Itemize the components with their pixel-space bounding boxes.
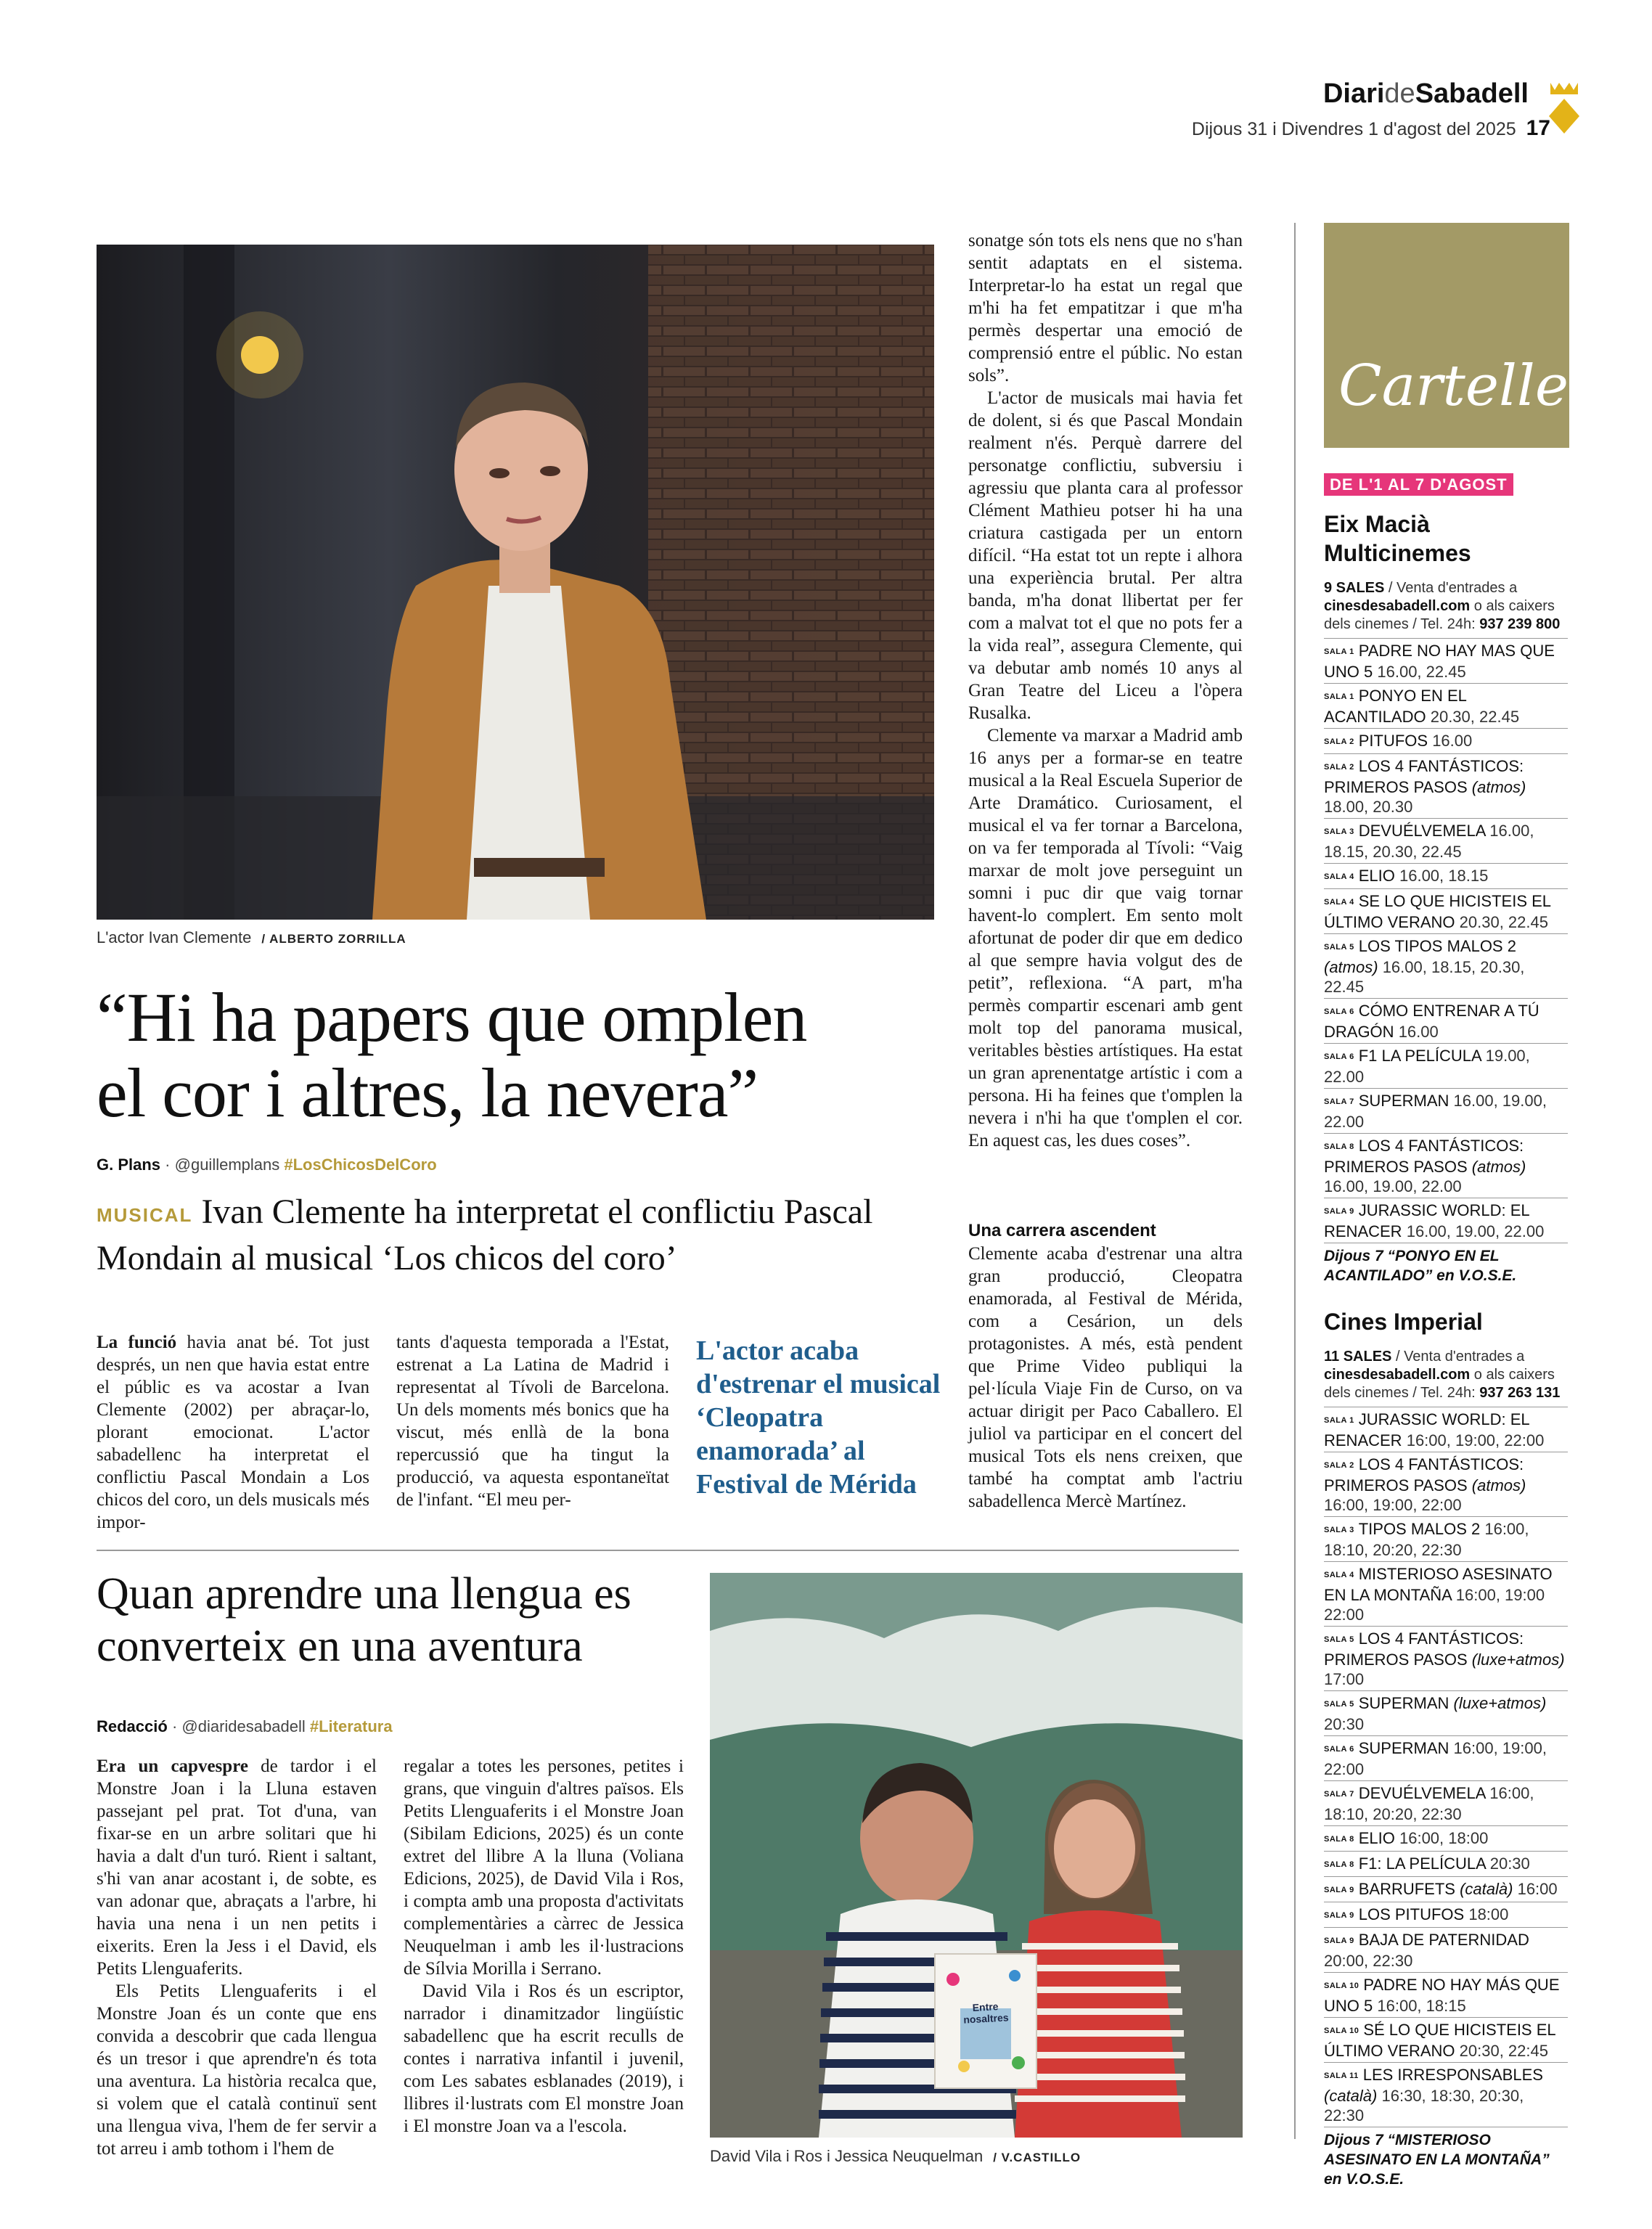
showtimes: 16.00 xyxy=(1432,732,1473,750)
cinema-block xyxy=(1324,1307,1568,2189)
cinema-block xyxy=(1324,510,1568,1285)
showtimes: 16:00 xyxy=(1517,1880,1558,1898)
author-name: G. Plans xyxy=(97,1156,161,1174)
film-row xyxy=(1324,1825,1568,1851)
showtimes: 19.00, 22.00 xyxy=(1324,1047,1530,1086)
film-title: LOS 4 FANTÁSTICOS: PRIMEROS PASOS xyxy=(1324,1629,1524,1669)
ticket-info: o als caixers dels cinemes / Tel. 24h: xyxy=(1324,1367,1555,1401)
photo-caption xyxy=(97,928,406,947)
brand-main: Diari xyxy=(1322,78,1385,109)
screen-label: SALA 10 xyxy=(1324,2026,1359,2035)
film-row xyxy=(1324,1927,1568,1972)
film-title: BARRUFETS xyxy=(1358,1880,1455,1898)
showtimes: 16:00, 19:00, 22:00 xyxy=(1406,1431,1545,1449)
screen-label: SALA 7 xyxy=(1324,1097,1354,1106)
lead-in: La funció xyxy=(97,1333,177,1352)
ticket-info: o als caixers dels cinemes / Tel. 24h: xyxy=(1324,598,1555,632)
screen-label: SALA 3 xyxy=(1324,827,1354,836)
cinema-name xyxy=(1324,510,1568,568)
caption-text: L'actor Ivan Clemente xyxy=(97,928,252,946)
screen-label: SALA 11 xyxy=(1324,2071,1359,2080)
screen-label: SALA 7 xyxy=(1324,1790,1354,1799)
lead-in: Era un capvespre xyxy=(97,1756,248,1776)
ticket-info: / Venta d'entrades a xyxy=(1395,1349,1525,1365)
cinema-name-line: Multicinemes xyxy=(1324,540,1471,566)
film-title: F1: LA PELÍCULA xyxy=(1358,1854,1486,1873)
vose-note: Dijous 7 “MISTERIOSO ASESINATO EN LA MONTAÑA” en V.O.S.E. xyxy=(1324,2127,1568,2189)
screen-label: SALA 2 xyxy=(1324,763,1354,772)
article-column-1: La funció havia anat bé. Tot just després, un nen que havia estat entre el públic es va acostar a Ivan Clemente (2002) per abraçar-lo, plorant emocionat. L'actor sabadellenc ha interpretat el conflictiu Pascal Mondain a Los chicos del coro, un dels musicals més impor- xyxy=(97,1333,369,1532)
section-kicker: MUSICAL xyxy=(97,1203,193,1226)
article-divider xyxy=(97,1550,1239,1551)
showtimes: 16.00, 18.15, 20.30, 22.45 xyxy=(1324,958,1525,996)
film-title: JURASSIC WORLD: EL RENACER xyxy=(1324,1201,1529,1240)
film-row xyxy=(1324,818,1568,863)
author-handle[interactable]: @guillemplans xyxy=(174,1156,280,1174)
pull-quote: L'actor acaba d'estrenar el musical ‘Cleopatra enamorada’ al Festival de Mérida xyxy=(696,1336,941,1500)
film-row xyxy=(1324,1690,1568,1735)
brand-city: Sabadell xyxy=(1415,78,1529,109)
screen-label: SALA 6 xyxy=(1324,1745,1354,1754)
screen-label: SALA 9 xyxy=(1324,1936,1354,1945)
brand-de: de xyxy=(1384,78,1415,109)
film-format: (atmos) xyxy=(1324,958,1378,976)
article-hashtag[interactable]: #Literatura xyxy=(309,1717,393,1735)
screen-label: SALA 5 xyxy=(1324,1700,1354,1709)
sidebar-divider xyxy=(1294,223,1296,2139)
film-row xyxy=(1324,933,1568,998)
article-byline: G. Plans · @guillemplans #LosChicosDelCoro xyxy=(97,1156,437,1174)
page-number: 17 xyxy=(1526,116,1550,140)
showtimes: 18:00 xyxy=(1468,1905,1509,1923)
film-title: PITUFOS xyxy=(1358,732,1428,750)
film-row xyxy=(1324,1902,1568,1927)
film-title: LOS TIPOS MALOS 2 xyxy=(1358,937,1516,955)
film-format: (atmos) xyxy=(1471,1476,1526,1494)
screens-count: 11 SALES xyxy=(1324,1349,1392,1365)
showtimes: 16.00, 18.15, 20.30, 22.45 xyxy=(1324,822,1534,861)
showtimes: 16.00, 19.00, 22.00 xyxy=(1324,1177,1462,1195)
caption-text: David Vila i Ros i Jessica Neuquelman xyxy=(710,2147,984,2165)
showtimes: 16:30, 18:30, 20:30, 22:30 xyxy=(1324,2087,1524,2124)
film-row xyxy=(1324,1133,1568,1198)
cinema-info xyxy=(1324,579,1568,634)
film-row xyxy=(1324,1851,1568,1876)
cinema-name-line: Cines Imperial xyxy=(1324,1309,1483,1335)
showtimes: 16.00, 18.15 xyxy=(1399,867,1489,885)
ticket-website[interactable]: cinesdesabadell.com xyxy=(1324,1367,1471,1383)
cinema-phone: 937 239 800 xyxy=(1479,616,1561,632)
showtimes: 20.30, 22.45 xyxy=(1430,708,1520,726)
ticket-website[interactable]: cinesdesabadell.com xyxy=(1324,598,1471,614)
film-title: TIPOS MALOS 2 xyxy=(1358,1520,1481,1538)
screen-label: SALA 9 xyxy=(1324,1886,1354,1894)
film-format: (català) xyxy=(1324,2087,1378,2105)
showtimes: 16:00, 18:10, 20:20, 22:30 xyxy=(1324,1784,1534,1823)
screen-label: SALA 1 xyxy=(1324,1416,1354,1425)
showtimes: 20.30, 22.45 xyxy=(1459,913,1548,931)
masthead xyxy=(1323,78,1529,110)
screen-label: SALA 1 xyxy=(1324,692,1354,701)
showtimes: 16:00, 18:15 xyxy=(1377,1997,1466,2015)
screens-count: 9 SALES xyxy=(1324,580,1385,596)
cinema-name-line: Eix Macià xyxy=(1324,511,1430,537)
screen-label: SALA 4 xyxy=(1324,898,1354,907)
film-title: MISTERIOSO ASESINATO EN LA MONTAÑA xyxy=(1324,1565,1553,1604)
showtimes: 16.00, 22.45 xyxy=(1377,663,1466,681)
film-row xyxy=(1324,1088,1568,1133)
showtimes: 17:00 xyxy=(1324,1670,1365,1688)
screen-label: SALA 8 xyxy=(1324,1860,1354,1869)
screen-label: SALA 5 xyxy=(1324,1635,1354,1644)
film-title: BAJA DE PATERNIDAD xyxy=(1358,1931,1529,1949)
film-row xyxy=(1324,2017,1568,2062)
dateline xyxy=(1192,116,1550,141)
film-row xyxy=(1324,1043,1568,1088)
article2-column-2: regalar a totes les persones, petites i grans, que vinguin d'altres països. Els Petits Llenguaferits i el Monstre Joan (Sibilam Edicions, 2025) és un conte extret del llibre A la lluna (Voliana Edicions, 2025), de David Vila i Ros, i compta amb una proposta d'activitats complementàries a càrrec de Jessica Neuquelman i amb les il·lustracions de Sílvia Morilla i Serrano. David Vila i Ros és un escriptor, narrador i dinamitzador lingüístic sabadellenc que ha escrit reculls de contes i narrativa infantil i juvenil, com Les sabates esblanades (2019), i llibres il·lustrats com El monstre Joan i El monstre Joan va a l'escola. xyxy=(404,1756,684,2136)
showtimes: 20:30, 22:45 xyxy=(1459,2042,1548,2060)
film-title: LES IRRESPONSABLES xyxy=(1362,2066,1543,2084)
film-row xyxy=(1324,1452,1568,1516)
screen-label: SALA 6 xyxy=(1324,1052,1354,1061)
article2-byline: Redacció · @diaridesabadell #Literatura xyxy=(97,1717,393,1735)
screen-label: SALA 4 xyxy=(1324,1571,1354,1579)
film-row xyxy=(1324,1516,1568,1561)
film-row xyxy=(1324,1407,1568,1452)
film-title: LOS 4 FANTÁSTICOS: PRIMEROS PASOS xyxy=(1324,1137,1524,1176)
screen-label: SALA 4 xyxy=(1324,872,1354,881)
ivan-clemente-photo xyxy=(97,245,934,920)
film-row xyxy=(1324,638,1568,683)
showtimes: 16.00 xyxy=(1398,1023,1439,1041)
showtimes: 16:00, 19:00, 22:00 xyxy=(1324,1496,1462,1514)
film-format: (atmos) xyxy=(1471,778,1526,796)
showtimes: 20:30 xyxy=(1489,1854,1530,1873)
cartellera-banner xyxy=(1324,223,1629,448)
film-row xyxy=(1324,1735,1568,1780)
film-title: F1 LA PELÍCULA xyxy=(1358,1047,1481,1065)
film-format: (luxe+atmos) xyxy=(1471,1651,1565,1669)
film-row xyxy=(1324,1198,1568,1243)
showtimes: 20:00, 22:30 xyxy=(1324,1952,1413,1970)
film-row xyxy=(1324,728,1568,753)
cinema-phone: 937 263 131 xyxy=(1479,1385,1561,1401)
date-range-badge: DE L'1 AL 7 D'AGOST xyxy=(1324,475,1513,494)
screen-label: SALA 2 xyxy=(1324,737,1354,746)
film-title: SUPERMAN xyxy=(1358,1739,1449,1757)
article-headline: “Hi ha papers que omplen el cor i altres, la nevera” xyxy=(97,978,807,1132)
section-heading: Una carrera ascendent xyxy=(968,1221,1156,1240)
film-title: PADRE NO HAY MAS QUE UNO 5 xyxy=(1324,642,1555,681)
screen-label: SALA 2 xyxy=(1324,1461,1354,1470)
film-format: (luxe+atmos) xyxy=(1453,1694,1547,1712)
film-title: ELIO xyxy=(1358,867,1395,885)
film-title: SUPERMAN xyxy=(1358,1694,1449,1712)
article-column-2: tants d'aquesta temporada a l'Estat, estrenat a La Latina de Madrid i representat al Tívoli de Barcelona. Un dels moments més bonics que ha viscut, més enllà de la bona repercussió que ha tingut la producció, va aquesta espontaneïtat de l'infant. “El meu per- xyxy=(396,1333,669,1510)
showtimes: 16:00, 18:10, 20:20, 22:30 xyxy=(1324,1520,1529,1559)
showtimes: 16.00, 19.00, 22.00 xyxy=(1324,1092,1547,1131)
film-row xyxy=(1324,2062,1568,2127)
film-row xyxy=(1324,863,1568,888)
article2-column-1: Era un capvespre de tardor i el Monstre Joan i la Lluna estaven passejant pel prat. Tot d'una, van fixar-se en un arbre solitari que hi havia a dalt d'un turó. Rient i saltant, s'hi van anar acostant i, de sobte, es van adonar que, abraçats a l'arbre, hi havia una nena i un nen petits i eixerits. Eren la Jess i el David, els Petits Llenguaferits. Els Petits Llenguaferits i el Monstre Joan és un conte que ens convida a descobrir que cada llengua és un tresor i que aprendre'n és tota una aventura. La història recalca que, si volem que el català continuï sent una llengua viva, l'hem de fer servir a tot arreu i amb tothom i l'hem de xyxy=(97,1756,377,2159)
article-hashtag[interactable]: #LosChicosDelCoro xyxy=(284,1156,437,1174)
issue-date: Dijous 31 i Divendres 1 d'agost del 2025 xyxy=(1191,119,1516,139)
screen-label: SALA 9 xyxy=(1324,1207,1354,1216)
city-crest-icon xyxy=(1546,80,1582,135)
screen-label: SALA 9 xyxy=(1324,1911,1354,1920)
film-format: (atmos) xyxy=(1471,1158,1526,1176)
photo2-caption xyxy=(710,2147,1081,2166)
showtimes: 16:00, 19:00 22:00 xyxy=(1324,1586,1545,1624)
film-format: (català) xyxy=(1460,1880,1513,1898)
film-title: SUPERMAN xyxy=(1358,1092,1449,1110)
screen-label: SALA 3 xyxy=(1324,1526,1354,1534)
screen-label: SALA 8 xyxy=(1324,1835,1354,1844)
film-row xyxy=(1324,1780,1568,1825)
author-name: Redacció xyxy=(97,1717,168,1735)
article2-headline: Quan aprendre una llengua es converteix en una aventura xyxy=(97,1569,631,1671)
film-title: CÓMO ENTRENAR A TÚ DRAGÓN xyxy=(1324,1002,1539,1041)
screen-label: SALA 10 xyxy=(1324,1981,1359,1990)
film-row xyxy=(1324,683,1568,728)
showtimes: 18.00, 20.30 xyxy=(1324,798,1413,816)
cartellera-title: Cartellera xyxy=(1338,353,1629,419)
film-title: DEVUÉLVEMELA xyxy=(1358,1784,1486,1802)
screen-label: SALA 1 xyxy=(1324,647,1354,656)
showtimes: 16.00, 19.00, 22.00 xyxy=(1406,1222,1545,1240)
film-title: SÉ LO QUE HICISTEIS EL ÚLTIMO VERANO xyxy=(1324,2021,1555,2060)
film-row xyxy=(1324,998,1568,1043)
film-title: ELIO xyxy=(1358,1829,1395,1847)
ticket-info: / Venta d'entrades a xyxy=(1388,580,1518,596)
cinema-info xyxy=(1324,1348,1568,1402)
showtimes: 16:00, 19:00, 22:00 xyxy=(1324,1739,1547,1778)
film-title: LOS 4 FANTÁSTICOS: PRIMEROS PASOS xyxy=(1324,1455,1524,1494)
film-row xyxy=(1324,888,1568,933)
film-title: PADRE NO HAY MÁS QUE UNO 5 xyxy=(1324,1976,1560,2015)
article-column-3: sonatge són tots els nens que no s'han sentit adaptats en el sistema. Interpretar-lo ha estat un regal que m'hi ha fet empatitzar i que m'ha permès despertar una emoció de comprensió entre el públic. No estan sols”. L'actor de musicals mai havia fet de dolent, si és que Pascal Mondain realment n'és. Perquè darrere del personatge conflictiu, subversiu i agressiu que planta cara al professor Clément Mathieu potser hi ha una criatura castigada per un entorn difícil. “Ha estat tot un repte i alhora una experiència brutal. Per altra banda, m'ha donat llibertat per fer com a malvat tot el que no pots fer a la vida real”, assegura Clemente, qui va debutar amb només 10 anys al Gran Teatre del Liceu a l'òpera Rusalka. Clemente va marxar a Madrid amb 16 anys per a formar-se en teatre musical a la Real Escuela Superior de Arte Dramático. Curiosament, el musical el va fer tornar a Barcelona, on va fer temporada al Tívoli: “Vaig marxar de molt jove perseguint un somni i puc dir que vaig tornar havent-lo complert. Em sento molt afortunat de poder dir que em dedico al que sempre havia volgut des de petit”, reflexiona. “A part, m'ha permès compartir escenari amb gent molt top del panorama musical, veritables bèsties artístiques. Ha estat un gran aprenentatge artístic i com a persona. Hi ha feines que t'omplen la nevera i n'hi ha que t'omplen el cor. En aquest cas, les dues coses”. xyxy=(968,231,1243,1150)
authors-photo xyxy=(710,1573,1243,2138)
film-title: LOS 4 FANTÁSTICOS: PRIMEROS PASOS xyxy=(1324,757,1524,796)
screen-label: SALA 6 xyxy=(1324,1007,1354,1016)
cinema-name xyxy=(1324,1307,1568,1336)
book-cover-title: Entre nosaltres xyxy=(962,2000,1009,2026)
screen-label: SALA 5 xyxy=(1324,943,1354,952)
article-subhead: MUSICAL Ivan Clemente ha interpretat el conflictiu Pascal Mondain al musical ‘Los chicos del coro’ xyxy=(97,1193,873,1277)
film-row xyxy=(1324,1561,1568,1626)
vose-note: Dijous 7 “PONYO EN EL ACANTILADO” en V.O.S.E. xyxy=(1324,1243,1568,1285)
film-title: DEVUÉLVEMELA xyxy=(1358,822,1486,840)
showtimes: 20:30 xyxy=(1324,1715,1365,1733)
author-handle[interactable]: @diaridesabadell xyxy=(181,1717,306,1735)
showtimes: 16:00, 18:00 xyxy=(1399,1829,1489,1847)
film-row xyxy=(1324,1626,1568,1690)
film-row xyxy=(1324,1972,1568,2017)
film-row xyxy=(1324,1876,1568,1902)
photo-credit: / V.CASTILLO xyxy=(993,2151,1081,2164)
film-title: JURASSIC WORLD: EL RENACER xyxy=(1324,1410,1529,1449)
film-title: SE LO QUE HICISTEIS EL ÚLTIMO VERANO xyxy=(1324,892,1551,931)
screen-label: SALA 8 xyxy=(1324,1142,1354,1151)
cinema-listings xyxy=(1324,510,1568,2189)
film-title: LOS PITUFOS xyxy=(1358,1905,1465,1923)
film-row xyxy=(1324,753,1568,818)
photo-credit: / ALBERTO ZORRILLA xyxy=(261,932,406,946)
article-column-4: Clemente acaba d'estrenar una altra gran producció, Cleopatra enamorada, al Festival de Mérida, com a Cesárion, un dels protagonistes. A més, està pendent que Prime Video publiqui la pel·lícula Viaje Fin de Curso, on va actuar dirigit per Paco Caballero. El juliol va participar en el concert del musical Tots els nens creixen, que també ha comptat amb l'actriu sabadellenca Mercè Martínez. xyxy=(968,1244,1243,1511)
film-title: PONYO EN EL ACANTILADO xyxy=(1324,687,1467,726)
